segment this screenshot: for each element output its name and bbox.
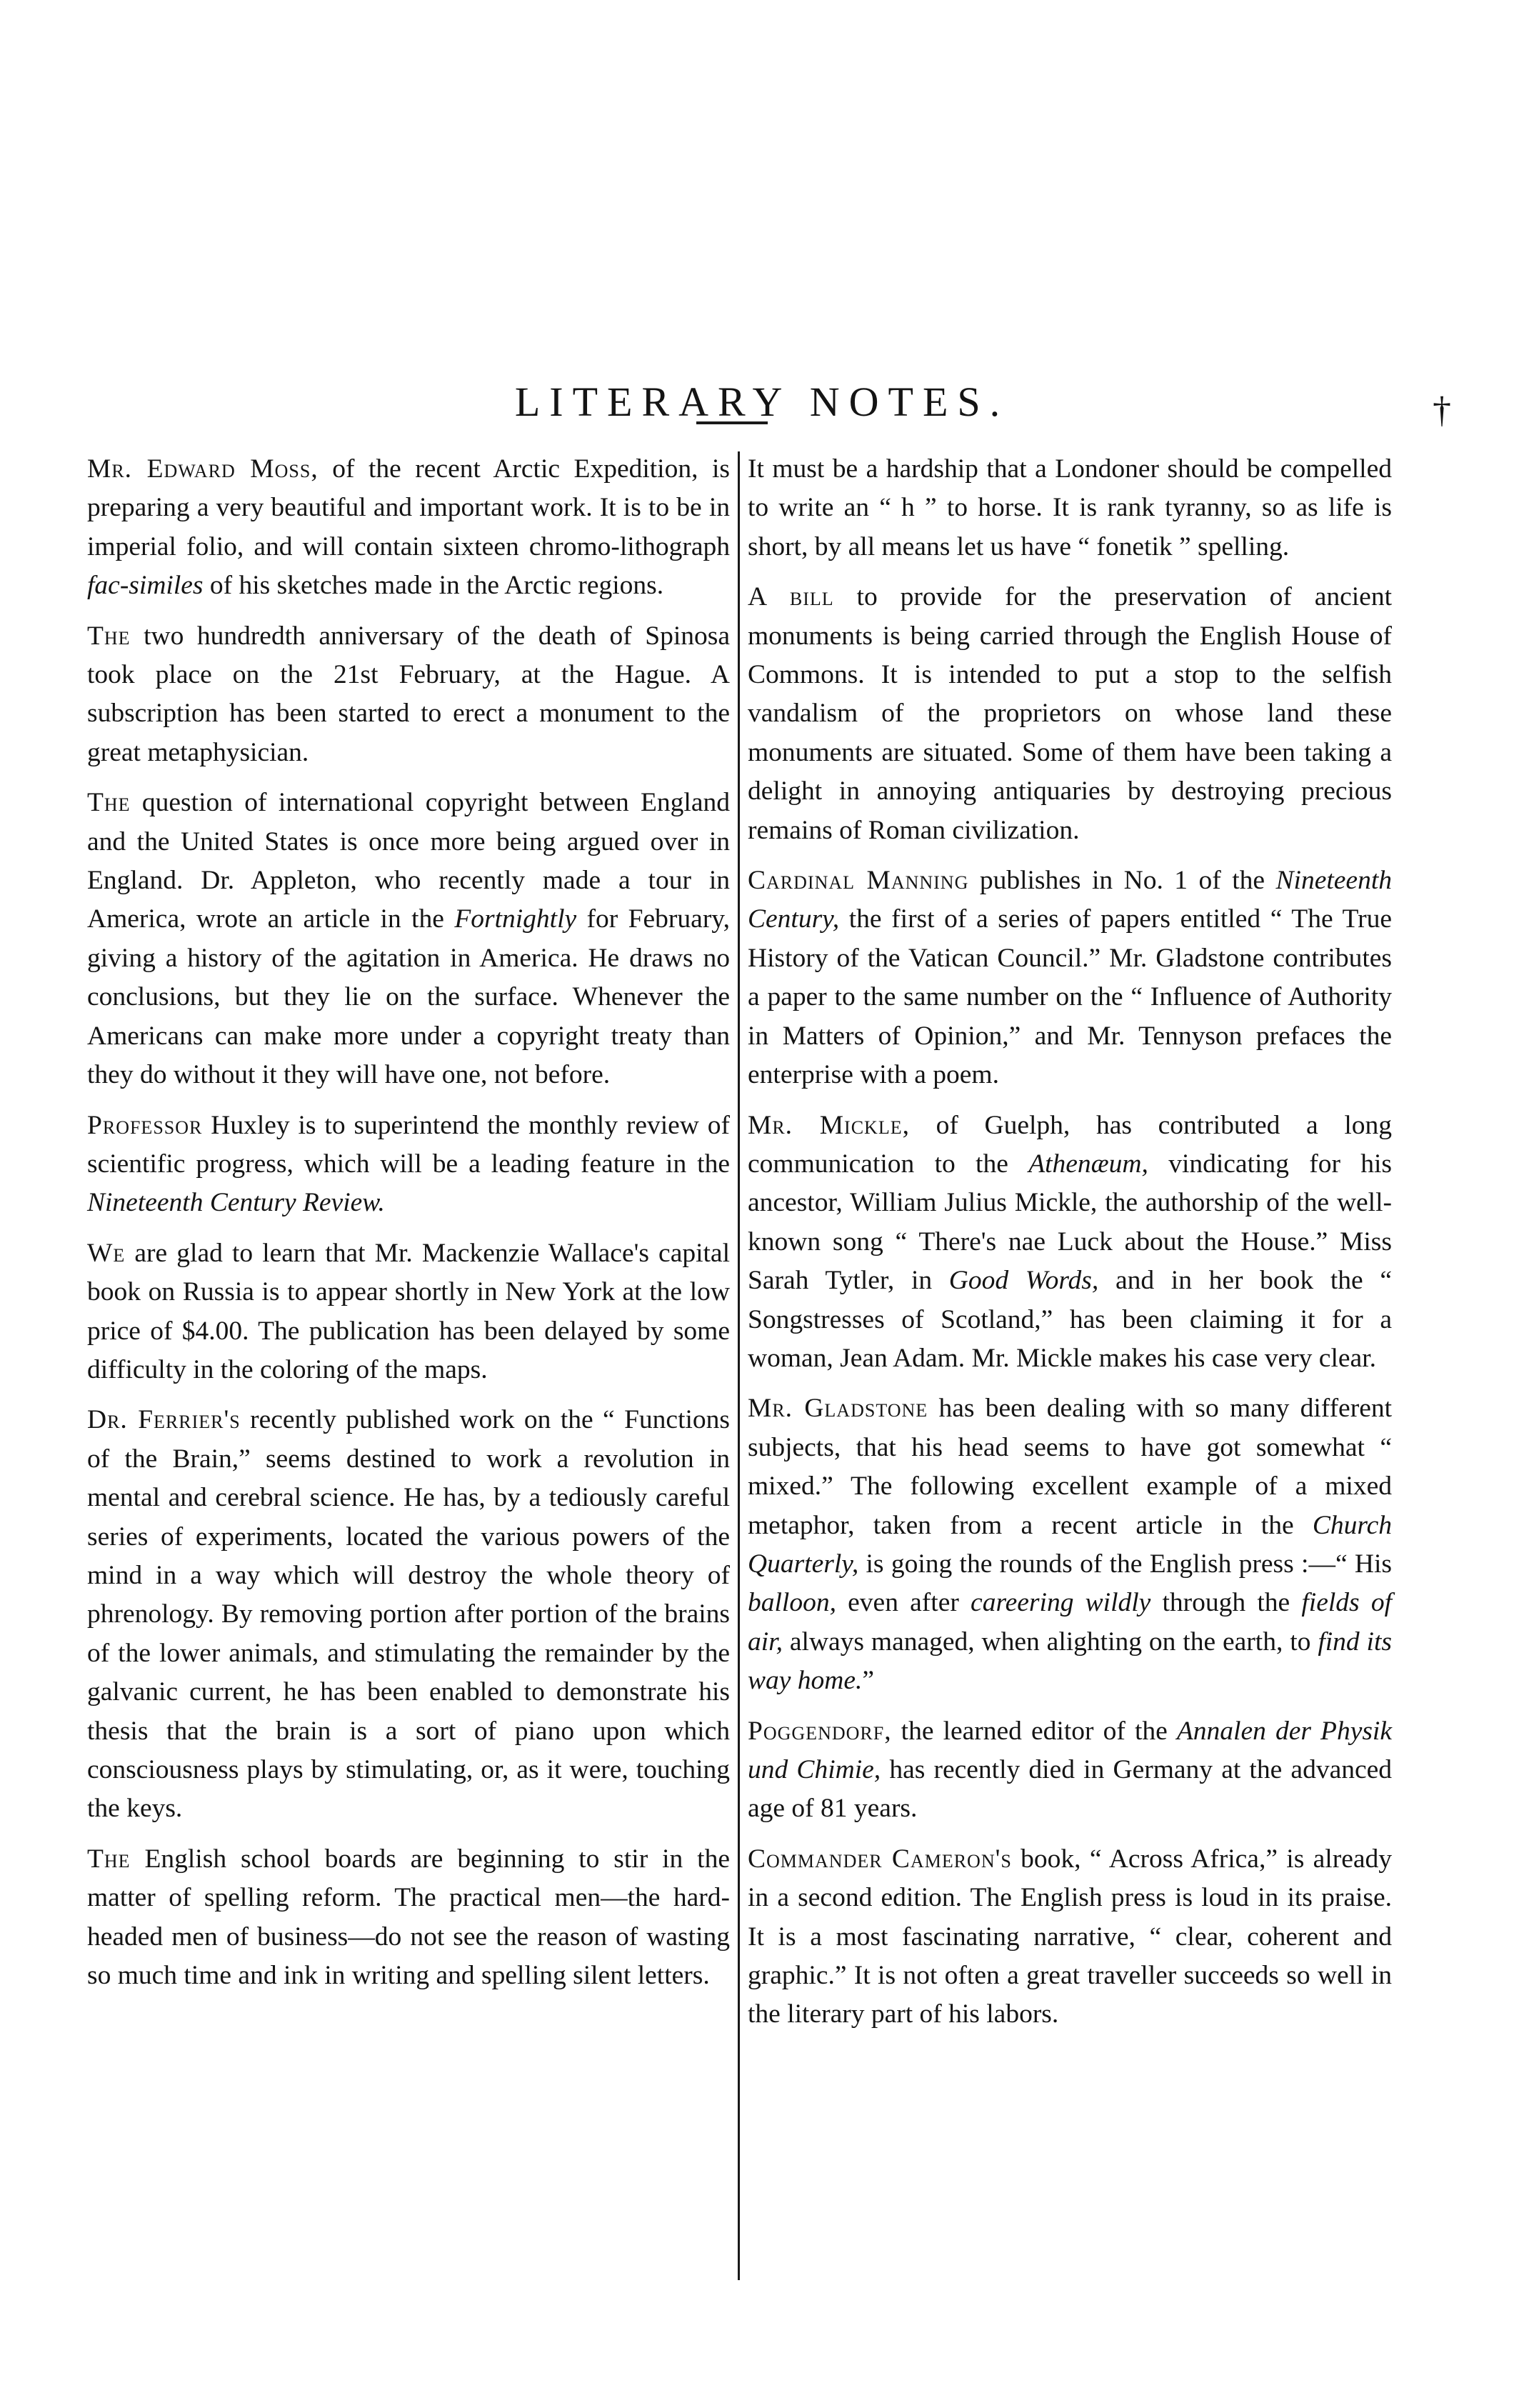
title-rule [696,421,768,424]
note-lead: Poggendorf, [748,1716,892,1746]
note-text: of Guelph, has contributed a long communication to the [748,1110,1392,1179]
note-lead: The [87,621,131,651]
note-lead: The [87,788,131,818]
italic-text: Athenæum, [1028,1149,1148,1179]
note-lead: We [87,1238,126,1268]
note-text: has been dealing with so many different subjects, that his head seems to have got somewhat “ mixed.” The following excellent example of a mixed metaphor, taken from a recent article in the [748,1394,1393,1540]
note-paragraph [87,617,730,773]
note-paragraph [748,861,1392,1094]
italic-text: balloon, [748,1588,836,1618]
italic-text: find its way home. [748,1627,1392,1696]
italic-text: Church Quarterly, [748,1510,1392,1579]
column-divider [738,451,740,2280]
note-text: are glad to learn that Mr. Mackenzie Wallace's capital book on Russia is to appear shortly in New York at the low price of $4.00. The publication has been delayed by some difficulty in the coloring of the maps. [87,1238,730,1384]
italic-text: fac-similes [87,571,204,601]
note-paragraph [87,1106,730,1223]
note-lead: Mr. Edward Moss, [87,454,319,484]
note-paragraph [87,450,730,606]
note-text: the learned editor of the [891,1716,1177,1746]
note-paragraph [748,1106,1392,1379]
left-column [87,450,730,2272]
note-text: of the recent Arctic Expedition, is preparing a very beautiful and important work. It is to be in imperial folio, and will contain sixteen chromo-lithograph [87,454,730,561]
italic-text: Good Words, [948,1266,1099,1296]
italic-text: careering wildly [971,1588,1151,1618]
note-text: and in her book the “ Songstresses of Scotland,” has been claiming it for a woman, Jean Adam. Mr. Mickle makes his case very clear. [748,1266,1392,1373]
note-text: to provide for the preservation of ancient monuments is being carried through the English House of Commons. It is intended to put a stop to the selfish vandalism of the proprietors on whose land these monuments are situated. Some of them have been taking a delight in annoying antiquaries by destroying precious remains of Roman civilization. [748,582,1392,845]
note-text: for February, giving a history of the agitation in America. He draws no conclusions, but they lie on the surface. Whenever the Americans can make more under a copyright treaty than they do without it they will have one, not before. [87,904,730,1090]
right-column [748,450,1392,2272]
note-text: has recently died in Germany at the advanced age of 81 years. [748,1755,1393,1824]
note-paragraph [748,1712,1392,1829]
note-text: always managed, when alighting on the earth, to [782,1627,1318,1657]
note-text: Huxley is to superintend the monthly review of scientific progress, which will be a leading feature in the [87,1110,730,1179]
italic-text: Annalen der Physik und Chimie, [748,1716,1392,1784]
note-text: question of international copyright between England and the United States is once more being argued over in England. Dr. Appleton, who recently made a tour in America, wrote an article in the [87,788,730,934]
note-lead: Mr. Gladstone [748,1394,928,1424]
note-paragraph [87,1840,730,1996]
note-text: even after [836,1588,971,1618]
note-paragraph [87,784,730,1094]
note-paragraph [748,578,1392,850]
note-text: of his sketches made in the Arctic regions. [203,571,664,601]
page-title: LITERARY NOTES. [514,378,1010,425]
note-text: English school boards are beginning to stir in the matter of spelling reform. The practical men—the hard-headed men of business—do not see the reason of wasting so much time and ink in writing and spelling silent letters. [87,1844,730,1991]
note-lead: Mr. Mickle, [748,1110,910,1140]
italic-text: Nineteenth Century, [748,866,1392,934]
note-paragraph [87,1401,730,1828]
note-lead: Commander Cameron's [748,1844,1012,1874]
note-lead: Cardinal Manning [748,866,969,896]
italic-text: fields of air, [748,1588,1392,1657]
italic-text: Fortnightly [454,904,577,934]
note-text: publishes in No. 1 of the [968,866,1276,896]
note-text: two hundredth anniversary of the death of Spinosa took place on the 21st February, at the Hague. A subscription has been started to erect a monument to the great metaphysician. [87,621,730,767]
note-text: vindicating for his ancestor, William Julius Mickle, the authorship of the well-known song “ There's nae Luck about the House.” Miss Sarah Tytler, in [748,1149,1393,1296]
note-lead: Professor [87,1110,203,1140]
note-text: ” [862,1666,875,1696]
note-paragraph [748,1389,1392,1700]
note-lead: A bill [748,582,834,612]
note-paragraph [87,1234,730,1390]
note-text: is going the rounds of the English press :—“ His [858,1549,1392,1579]
note-paragraph [748,450,1392,566]
note-text: the first of a series of papers entitled “ The True History of the Vatican Council.” Mr. Gladstone contributes a paper to the same number on the “ Influence of Authority in Matters of Opinion,” and Mr. Tennyson prefaces the enterprise with a poem. [748,904,1392,1090]
note-text: It must be a hardship that a Londoner should be compelled to write an “ h ” to horse. It is rank tyranny, so as life is short, by all means let us have “ fonetik ” spelling. [748,454,1392,561]
note-text: recently published work on the “ Functions of the Brain,” seems destined to work a revolution in mental and cerebral science. He has, by a tediously careful series of experiments, located the various powers of the mind in a way which will destroy the whole theory of phrenology. By removing portion after portion of the brains of the lower animals, and stimulating the remainder by the galvanic current, he has been enabled to demonstrate his thesis that the brain is a sort of piano upon which consciousness plays by stimulating, or, as it were, touching the keys. [87,1405,730,1824]
note-text: through the [1150,1588,1302,1618]
italic-text: Nineteenth Century Review. [87,1188,385,1218]
margin-mark: † [1433,390,1451,431]
note-lead: Dr. Ferrier's [87,1405,241,1435]
note-lead: The [87,1844,131,1874]
note-text: book, “ Across Africa,” is already in a second edition. The English press is loud in its praise. It is a most fascinating narrative, “ clear, coherent and graphic.” It is not often a great traveller succeeds so well in the literary part of his labors. [748,1844,1392,2029]
note-paragraph [748,1840,1392,2034]
